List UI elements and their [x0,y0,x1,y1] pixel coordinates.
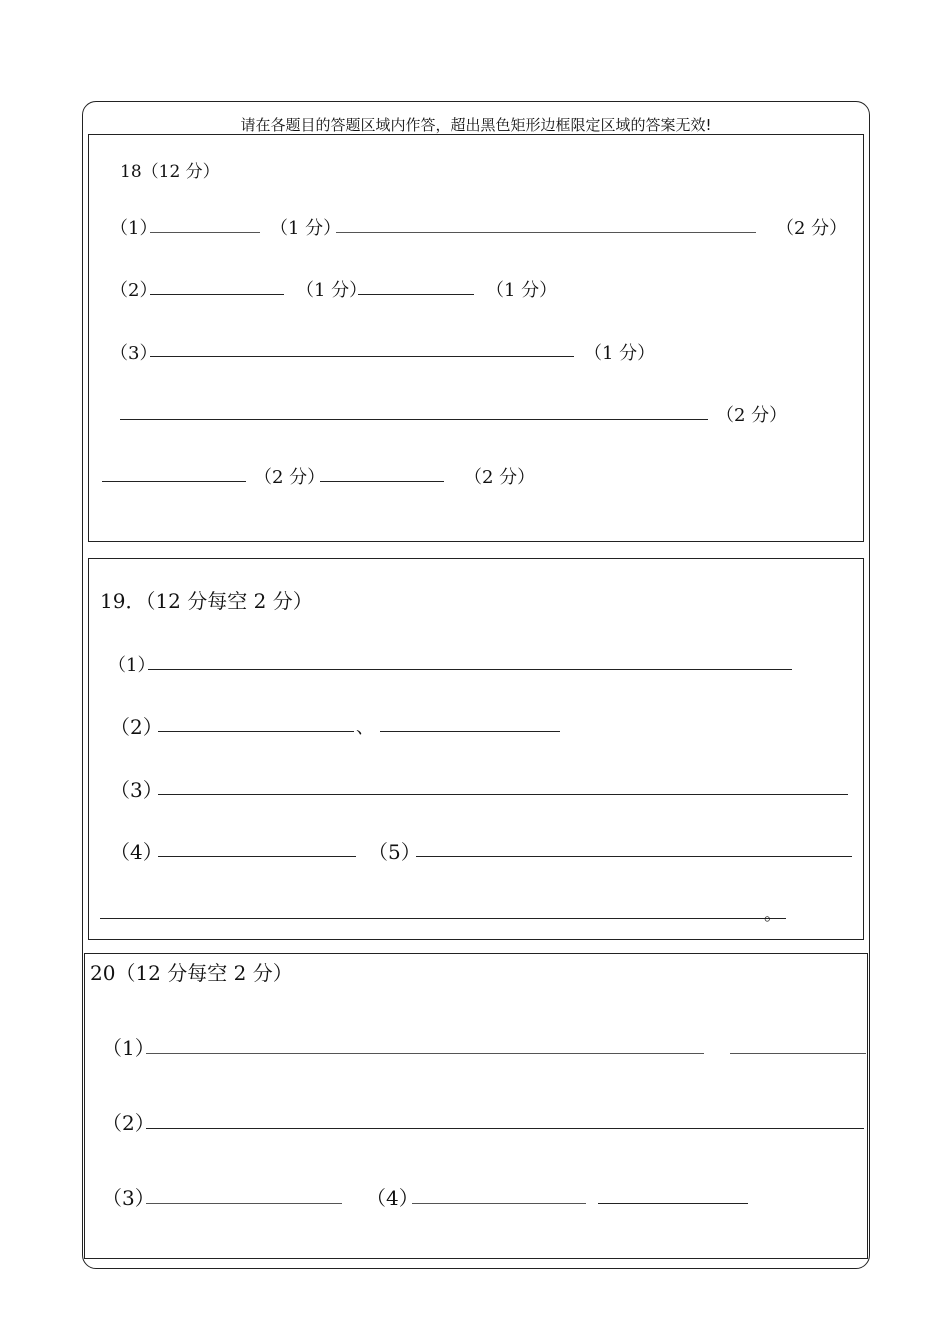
q20-part1-label: （1） [102,1036,155,1060]
q18-part3-blank-a[interactable] [150,356,574,357]
q19-part5-blank-b[interactable] [100,918,786,919]
q19-part4-label: （4） [110,840,163,864]
q19-part2-separator: 、 [356,717,374,738]
question-20-title: 20（12 分每空 2 分） [90,961,293,985]
q18-part2-blank-a[interactable] [150,294,284,295]
q20-part4-blank-b[interactable] [598,1203,748,1204]
q18-part3-label: （3） [110,343,158,364]
q18-part3-score-a: （1 分） [584,343,656,364]
q18-part4-score-b: （2 分） [464,467,536,488]
q19-part4-blank[interactable] [158,856,356,857]
q20-part2-blank[interactable] [146,1128,864,1129]
q18-part2-score-b: （1 分） [486,280,558,301]
q18-part4-blank-b[interactable] [320,481,444,482]
q19-part5-label: （5） [368,840,421,864]
q18-part4-blank-a[interactable] [102,481,246,482]
q19-part3-label: （3） [110,778,163,802]
q20-part1-blank-a[interactable] [146,1053,704,1054]
q18-part1-score-b: （2 分） [776,218,848,239]
question-19-title: 19．（12 分每空 2 分） [100,589,313,613]
q18-part1-score-a: （1 分） [270,218,342,239]
question-18-title: 18（12 分） [120,162,220,182]
q18-part3-score-b: （2 分） [716,405,788,426]
q18-part2-score-a: （1 分） [296,280,368,301]
q20-part4-label: （4） [366,1186,419,1210]
q20-part4-blank-a[interactable] [412,1203,586,1204]
q18-part1-blank-b[interactable] [336,232,756,233]
q18-part2-blank-b[interactable] [358,294,474,295]
q19-part3-blank[interactable] [158,794,848,795]
q20-part1-blank-b[interactable] [730,1053,866,1054]
q19-part2-blank-a[interactable] [158,731,354,732]
q18-part1-blank-a[interactable] [150,232,260,233]
q20-part2-label: （2） [102,1111,155,1135]
q18-part4-score-a: （2 分） [254,467,326,488]
q20-part3-label: （3） [102,1186,155,1210]
q18-part2-label: （2） [110,280,158,301]
q18-part1-label: （1） [110,218,158,239]
q19-part5-blank-a[interactable] [416,856,852,857]
q20-part3-blank[interactable] [146,1203,342,1204]
q19-part2-label: （2） [110,715,163,739]
q19-part1-label: （1） [108,655,156,676]
q19-part2-blank-b[interactable] [380,731,560,732]
question-19-box [88,558,864,940]
instruction-notice: 请在各题目的答题区域内作答，超出黑色矩形边框限定区域的答案无效! [240,116,712,134]
question-20-box [84,953,868,1259]
q18-part3-blank-b[interactable] [120,419,708,420]
q19-part1-blank[interactable] [148,669,792,670]
q19-end-mark: 。 [764,904,782,925]
